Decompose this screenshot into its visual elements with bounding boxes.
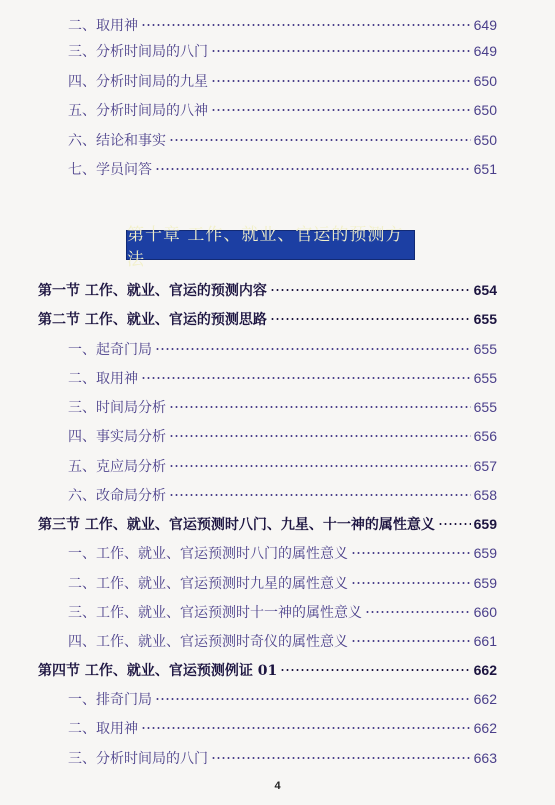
toc-entry-label: 四、事实局分析 [68,429,166,445]
toc-entry-label: 二、取用神 [68,18,138,34]
toc-entry-label: 七、学员问答 [68,162,152,178]
toc-entry-page: 651 [473,161,497,177]
toc-entry-page: 660 [473,604,497,620]
toc-entry-label: 第二节 工作、就业、官运的预测思路 [38,312,267,328]
leader-dots [211,78,471,84]
toc-entry[interactable] [0,40,555,62]
toc-entry-label: 六、结论和事实 [68,133,166,149]
toc-entry-page: 650 [473,73,497,89]
toc-entry-label: 二、工作、就业、官运预测时九星的属性意义 [68,576,348,592]
toc-entry-page: 662 [473,720,497,736]
toc-entry[interactable] [0,455,555,477]
toc-entry-page: 662 [473,662,497,678]
leader-dots [365,609,471,615]
toc-entry-page: 649 [473,17,497,33]
toc-entry[interactable] [0,717,555,739]
toc-section-entry[interactable] [0,279,555,301]
toc-entry-label: 一、排奇门局 [68,692,152,708]
toc-entry[interactable] [0,70,555,92]
footer-page-number: 4 [274,780,281,792]
toc-entry-label: 四、工作、就业、官运预测时奇仪的属性意义 [68,634,348,650]
toc-entry-page: 655 [473,311,497,327]
leader-dots [438,521,471,527]
toc-entry-label: 一、起奇门局 [68,342,152,358]
toc-entry-page: 656 [473,428,497,444]
toc-entry-label: 三、工作、就业、官运预测时十一神的属性意义 [68,605,362,621]
leader-dots [169,137,471,143]
toc-section-entry[interactable] [0,513,555,535]
toc-entry[interactable] [0,542,555,564]
toc-section-entry[interactable] [0,308,555,330]
toc-entry-page: 663 [473,750,497,766]
toc-entry-page: 650 [473,132,497,148]
toc-entry-label: 二、取用神 [68,371,138,387]
toc-entry-page: 658 [473,487,497,503]
toc-entry-page: 654 [473,282,497,298]
leader-dots [280,667,470,673]
toc-section-entry[interactable] [0,659,555,681]
toc-entry-label: 第三节 工作、就业、官运预测时八门、九星、十一神的属性意义 [38,517,435,533]
toc-entry-page: 659 [473,545,497,561]
leader-dots [351,638,471,644]
toc-entry[interactable] [0,688,555,710]
toc-entry-page: 650 [473,102,497,118]
toc-entry[interactable] [0,601,555,623]
toc-entry[interactable] [0,14,555,36]
chapter-heading: 第十章 工作、就业、官运的预测方法 [127,231,414,259]
leader-dots [155,696,471,702]
toc-entry-label: 一、工作、就业、官运预测时八门的属性意义 [68,546,348,562]
toc-entry-label: 二、取用神 [68,721,138,737]
toc-entry-page: 662 [473,691,497,707]
toc-entry-page: 661 [473,633,497,649]
toc-entry[interactable] [0,396,555,418]
toc-entry-page: 655 [473,341,497,357]
toc-entry[interactable] [0,367,555,389]
leader-dots [141,725,471,731]
toc-entry-label: 三、分析时间局的八门 [68,44,208,60]
leader-dots [270,316,471,322]
leader-dots [169,492,471,498]
toc-entry-label: 五、克应局分析 [68,459,166,475]
leader-dots [211,48,471,54]
toc-entry-label: 第四节 工作、就业、官运预测例证 01 [38,663,278,679]
leader-dots [155,166,471,172]
leader-dots [211,107,471,113]
leader-dots [351,580,471,586]
leader-dots [141,375,471,381]
toc-entry-label: 第一节 工作、就业、官运的预测内容 [38,283,267,299]
toc-entry[interactable] [0,484,555,506]
leader-dots [270,287,471,293]
toc-entry-page: 649 [473,43,497,59]
toc-entry[interactable] [0,158,555,180]
toc-entry-page: 655 [473,399,497,415]
leader-dots [169,463,471,469]
toc-entry-label: 五、分析时间局的八神 [68,103,208,119]
leader-dots [169,404,471,410]
leader-dots [351,550,471,556]
toc-entry[interactable] [0,630,555,652]
toc-entry[interactable] [0,338,555,360]
leader-dots [169,433,471,439]
toc-entry-page: 657 [473,458,497,474]
toc-entry[interactable] [0,99,555,121]
toc-entry-page: 659 [473,575,497,591]
toc-entry[interactable] [0,425,555,447]
toc-entry[interactable] [0,129,555,151]
toc-entry-label: 三、分析时间局的八门 [68,751,208,767]
toc-entry[interactable] [0,747,555,769]
toc-entry[interactable] [0,572,555,594]
toc-entry-label: 六、改命局分析 [68,488,166,504]
toc-entry-page: 655 [473,370,497,386]
leader-dots [155,346,471,352]
leader-dots [211,755,471,761]
toc-entry-label: 三、时间局分析 [68,400,166,416]
toc-entry-page: 659 [473,516,497,532]
toc-entry-label: 四、分析时间局的九星 [68,74,208,90]
leader-dots [141,22,471,28]
